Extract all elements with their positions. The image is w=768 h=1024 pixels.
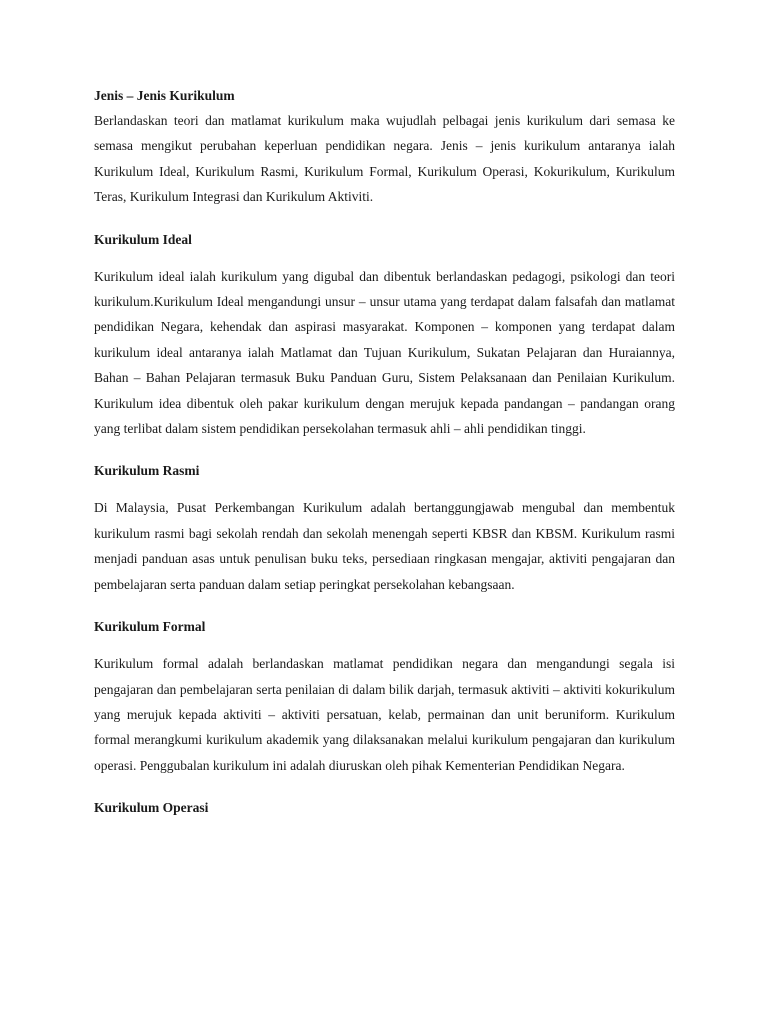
section-heading-kurikulum-formal: Kurikulum Formal — [94, 619, 206, 635]
section-heading-jenis-kurikulum: Jenis – Jenis Kurikulum — [94, 88, 235, 103]
section-body-kurikulum-formal: Kurikulum formal adalah berlandaskan matlamat pendidikan negara dan mengandungi segala isi pengajaran dan pembelajaran serta penilaian di dalam bilik darjah, termasuk aktiviti – aktiviti kokurikulum yang merujuk kepada aktiviti – aktiviti persatuan, kelab, permainan dan unit beruniform. Kurikulum formal merangkumi kurikulum akademik yang dilaksanakan melalui kurikulum pengajaran dan kurikulum operasi. Penggubalan kurikulum ini adalah diuruskan oleh pihak Kementerian Pendidikan Negara. — [94, 656, 675, 773]
document-page — [94, 84, 675, 820]
section-heading-kurikulum-rasmi: Kurikulum Rasmi — [94, 463, 200, 479]
section-body-kurikulum-ideal: Kurikulum ideal ialah kurikulum yang digubal dan dibentuk berlandaskan pedagogi, psikologi dan teori kurikulum.Kurikulum Ideal mengandungi unsur – unsur utama yang terdapat dalam falsafah dan matlamat pendidikan Negara, kehendak dan aspirasi masyarakat. Komponen – komponen yang terdapat dalam kurikulum ideal antaranya ialah Matlamat dan Tujuan Kurikulum, Sukatan Pelajaran dan Huraiannya, Bahan – Bahan Pelajaran termasuk Buku Panduan Guru, Sistem Pelaksanaan dan Penilaian Kurikulum. Kurikulum idea dibentuk oleh pakar kurikulum dengan merujuk kepada pandangan – pandangan orang yang terlibat dalam sistem pendidikan persekolahan termasuk ahli – ahli pendidikan tinggi. — [94, 268, 675, 437]
section-body-jenis-kurikulum: Berlandaskan teori dan matlamat kurikulum maka wujudlah pelbagai jenis kurikulum dari semasa ke semasa mengikut perubahan keperluan pendidikan negara. Jenis – jenis kurikulum antaranya ialah Kurikulum Ideal, Kurikulum Rasmi, Kurikulum Formal, Kurikulum Operasi, Kokurikulum, Kurikulum Teras, Kurikulum Integrasi dan Kurikulum Aktiviti. — [94, 113, 675, 205]
section-body-kurikulum-rasmi: Di Malaysia, Pusat Perkembangan Kurikulum adalah bertanggungjawab mengubal dan membentuk kurikulum rasmi bagi sekolah rendah dan sekolah menengah seperti KBSR dan KBSM. Kurikulum rasmi menjadi panduan asas untuk penulisan buku teks, persediaan ringkasan mengajar, aktiviti pengajaran dan pembelajaran serta panduan dalam setiap peringkat persekolahan kebangsaan. — [94, 500, 675, 592]
section-heading-kurikulum-operasi: Kurikulum Operasi — [94, 800, 209, 816]
section-heading-kurikulum-ideal: Kurikulum Ideal — [94, 231, 192, 247]
